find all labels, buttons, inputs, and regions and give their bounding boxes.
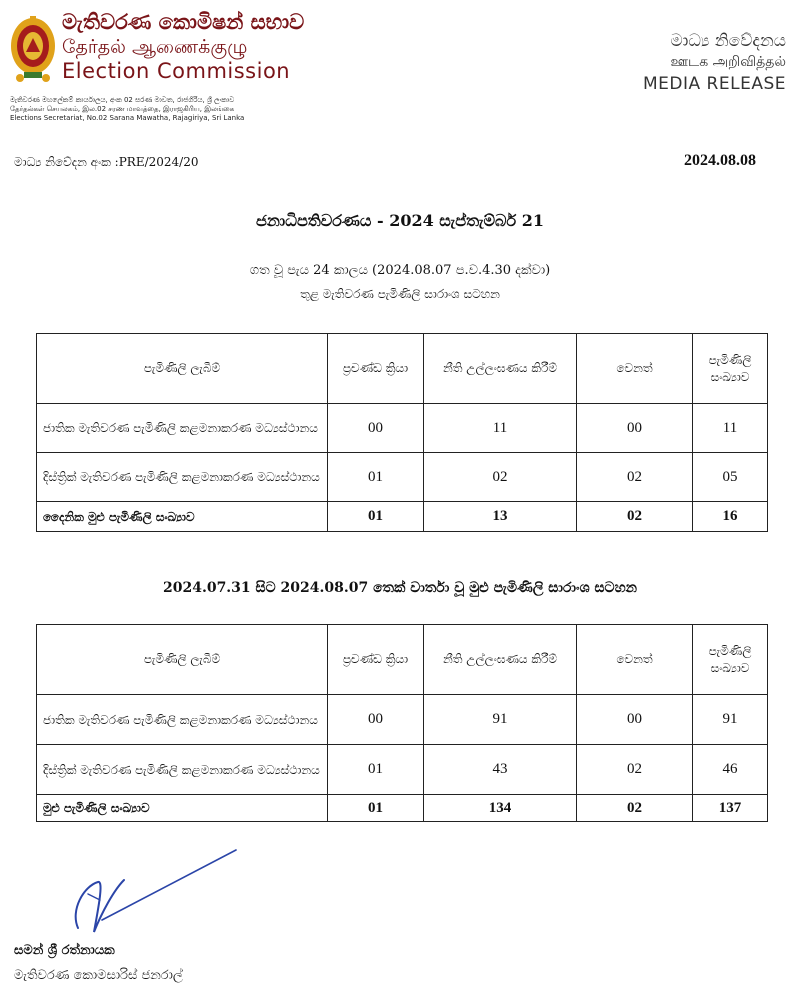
cell-violence: 01 — [328, 745, 424, 795]
org-name-tamil: தேர்தல் ஆணைக்குழு — [62, 36, 248, 58]
media-release-english: MEDIA RELEASE — [643, 74, 786, 94]
row-label: ජාතික මැතිවරණ පැමිණිලි කළමනාකරණ මධ්‍යස්ථානය — [37, 404, 328, 453]
header-violence: ප්‍රචණ්ඩ ක්‍රියා — [328, 334, 424, 404]
header-law-violations: නීති උල්ලංඝණය කිරීම් — [424, 625, 577, 695]
signer-title: මැතිවරණ කොමසාරිස් ජනරාල් — [14, 968, 183, 983]
cell-law-violations: 91 — [424, 695, 577, 745]
total-other: 02 — [577, 502, 693, 532]
reference-number: මාධ්‍ය නිවේදන අංක :PRE/2024/20 — [14, 155, 199, 169]
total-law-violations: 13 — [424, 502, 577, 532]
cell-other: 02 — [577, 745, 693, 795]
header-complaint-count: පැමිණිලි සංඛ්‍යාව — [693, 334, 768, 404]
address-line-sinhala: මැතිවරණ මහලේකම් කාර්යාලය, අංක 02 සරණ මාවත, රාජගිරිය, ශ්‍රී ලංකාව — [10, 96, 235, 104]
address-line-english: Elections Secretariat, No.02 Sarana Mawatha, Rajagiriya, Sri Lanka — [10, 114, 245, 122]
cell-complaint-count: 11 — [693, 404, 768, 453]
header-other: වෙනත් — [577, 625, 693, 695]
row-label: ජාතික මැතිවරණ පැමිණිලි කළමනාකරණ මධ්‍යස්ථානය — [37, 695, 328, 745]
cell-complaint-count: 05 — [693, 453, 768, 502]
header-violence: ප්‍රචණ්ඩ ක්‍රියා — [328, 625, 424, 695]
table-header-row — [37, 625, 768, 695]
organization-name — [62, 10, 304, 83]
cell-complaint-count: 91 — [693, 695, 768, 745]
table-total-row — [37, 795, 768, 822]
cell-law-violations: 11 — [424, 404, 577, 453]
handwritten-signature — [40, 840, 240, 950]
row-label: දිස්ත්‍රික් මැතිවරණ පැමිණිලි කළමනාකරණ මධ්‍යස්ථානය — [37, 745, 328, 795]
cell-other: 00 — [577, 695, 693, 745]
header-complaints-received: පැමිණිලි ලැබීම් — [37, 625, 328, 695]
header-law-violations: නීති උල්ලංඝණය කිරීම් — [424, 334, 577, 404]
table-row — [37, 745, 768, 795]
table1-subtitle-line2: තුළ මැතිවරණ පැමිණිලි සාරාංශ සටහන — [300, 287, 500, 301]
total-label: මුළු පැමිණිලි සංඛ්‍යාව — [37, 795, 328, 822]
header-other: වෙනත් — [577, 334, 693, 404]
table-header-row — [37, 334, 768, 404]
document-title: ජනාධිපතිවරණය - 2024 සැප්තැම්බර් 21 — [256, 211, 544, 230]
cumulative-complaints-table — [36, 624, 768, 822]
media-release-sinhala: මාධ්‍ය නිවේදනය — [670, 31, 786, 51]
cell-other: 02 — [577, 453, 693, 502]
address-line-tamil: தேர்தல்கள் செயலகம், இல.02 சரண மாவத்தை, இராஜகிரிய, இலங்கை — [10, 105, 235, 113]
sri-lanka-emblem-icon — [8, 12, 58, 90]
table-total-row — [37, 502, 768, 532]
cell-complaint-count: 46 — [693, 745, 768, 795]
org-name-english: Election Commission — [62, 59, 291, 83]
release-date: 2024.08.08 — [684, 152, 756, 169]
letterhead — [0, 0, 800, 140]
total-other: 02 — [577, 795, 693, 822]
signer-name: සමන් ශ්‍රී රත්නායක — [14, 943, 115, 958]
total-complaint-count: 137 — [693, 795, 768, 822]
cell-law-violations: 02 — [424, 453, 577, 502]
cell-violence: 01 — [328, 453, 424, 502]
cell-law-violations: 43 — [424, 745, 577, 795]
total-violence: 01 — [328, 795, 424, 822]
table1-subtitle-line1: ගත වූ පැය 24 කාලය (2024.08.07 ප.ව.4.30 දක්වා) — [249, 263, 551, 278]
cell-violence: 00 — [328, 695, 424, 745]
table-row — [37, 695, 768, 745]
header-complaints-received: පැමිණිලි ලැබීම් — [37, 334, 328, 404]
table2-title: 2024.07.31 සිට 2024.08.07 තෙක් වාර්තා වූ මුළු පැමිණිලි සාරාංශ සටහන — [162, 580, 637, 596]
table-row — [37, 404, 768, 453]
cell-other: 00 — [577, 404, 693, 453]
address-block — [10, 96, 244, 123]
total-violence: 01 — [328, 502, 424, 532]
total-complaint-count: 16 — [693, 502, 768, 532]
media-release-heading — [643, 30, 786, 96]
media-release-tamil: ஊடக அறிவித்தல் — [670, 54, 786, 70]
daily-complaints-table — [36, 333, 768, 532]
org-name-sinhala: මැතිවරණ කොමිෂන් සභාව — [62, 10, 305, 34]
total-label: දෛනික මුළු පැමිණිලි සංඛ්‍යාව — [37, 502, 328, 532]
row-label: දිස්ත්‍රික් මැතිවරණ පැමිණිලි කළමනාකරණ මධ්‍යස්ථානය — [37, 453, 328, 502]
total-law-violations: 134 — [424, 795, 577, 822]
cell-violence: 00 — [328, 404, 424, 453]
table-row — [37, 453, 768, 502]
header-complaint-count: පැමිණිලි සංඛ්‍යාව — [693, 625, 768, 695]
